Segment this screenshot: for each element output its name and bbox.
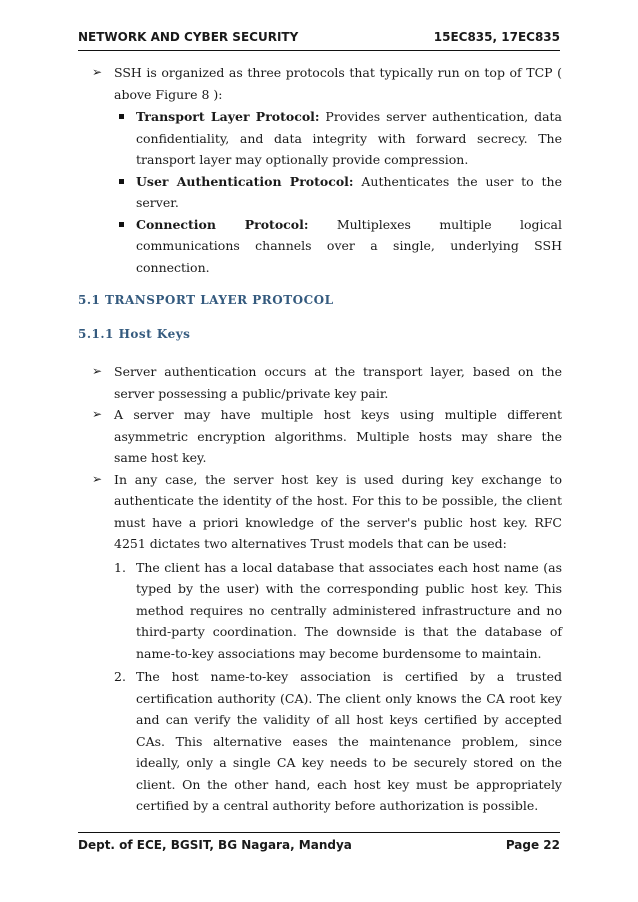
square-bullet-icon (119, 179, 124, 184)
trust-model-item (78, 557, 562, 665)
bullet-text: In any case, the server host key is used during key exchange to authenticate the identity of the host. For this to be possible, the client must have a priori knowledge of the server's public host key. RFC 4251 dictates two alternatives Trust models that can be used: (114, 471, 562, 551)
section-heading: 5.1 TRANSPORT LAYER PROTOCOL (78, 293, 334, 307)
intro-bullet (78, 62, 562, 105)
protocol-item-transport (78, 106, 562, 171)
intro-text: SSH is organized as three protocols that typically run on top of TCP ( above Figure 8 ): (114, 65, 562, 102)
square-bullet-icon (119, 222, 124, 227)
protocol-desc: Provides server authentication, data confidentiality, and data integrity with forward secrecy. The transport layer may optionally provide compression. (136, 109, 563, 167)
protocol-term: User Authentication Protocol: (136, 173, 354, 189)
protocol-term: Transport Layer Protocol: (136, 109, 320, 124)
page-number: Page 22 (505, 838, 560, 852)
trust-model-text: The host name-to-key association is certified by a trusted certification authority (CA). The client only knows the CA root key and can verify the validity of all host keys certified by accepted CAs. This alternative eases the maintenance problem, since ideally, only a single CA key needs to be securely stored on the client. On the other hand, each host key must be appropriately certified by a central authority before authorization is possible. (136, 669, 562, 813)
protocol-item-connection (78, 214, 562, 279)
header-course-code: 15EC835, 17EC835 (433, 30, 560, 44)
header-rule (78, 50, 560, 51)
item-number: 1. (114, 559, 126, 575)
trust-model-item (78, 666, 562, 817)
arrow-bullet-icon: ➢ (92, 471, 103, 486)
item-number: 2. (114, 669, 126, 684)
arrow-bullet-icon: ➢ (92, 407, 103, 421)
arrow-bullet-icon: ➢ (92, 364, 103, 378)
trust-model-text: The client has a local database that associates each host name (as typed by the user) with the corresponding public host key. This method requires no centrally administered infrastructure and no third-party coordination. The downside is that the database of name-to-key associations may become burdensome to maintain. (136, 559, 562, 661)
square-bullet-icon (119, 114, 124, 119)
footer-rule (78, 832, 560, 833)
arrow-bullet-icon: ➢ (92, 65, 103, 79)
list-item (78, 404, 562, 469)
footer-department: Dept. of ECE, BGSIT, BG Nagara, Mandya (78, 838, 352, 852)
header-title: NETWORK AND CYBER SECURITY (78, 30, 299, 44)
protocol-desc: Multiplexes multiple logical communications channels over a single, underlying SSH connection. (136, 216, 562, 275)
bullet-text: Server authentication occurs at the transport layer, based on the server possessing a public/private key pair. (114, 364, 562, 401)
page-body (78, 62, 562, 817)
list-item (78, 361, 562, 404)
subsection-heading: 5.1.1 Host Keys (78, 326, 191, 341)
page-header (78, 30, 560, 48)
page-footer (78, 838, 560, 856)
bullet-text: A server may have multiple host keys using multiple different asymmetric encryption algorithms. Multiple hosts may share the same host key. (114, 407, 562, 465)
protocol-term: Connection Protocol: (136, 216, 309, 232)
list-item (78, 469, 562, 555)
protocol-item-user-auth (78, 171, 562, 214)
protocol-desc: Authenticates the user to the server. (136, 173, 563, 210)
